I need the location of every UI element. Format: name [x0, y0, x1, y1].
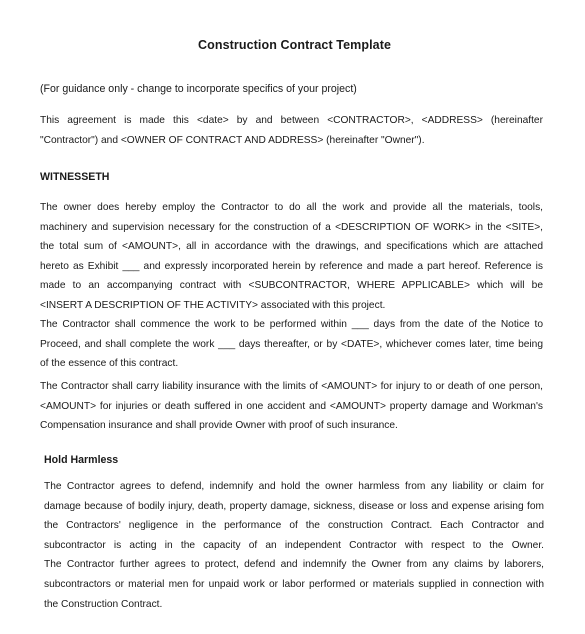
commencement-line: of the essence of this contract. [40, 358, 179, 370]
hold-harmless-line: damage because of bodily injury, death, property damage, sickness, disease or loss and expense arising fom [44, 500, 544, 512]
witnesseth-line: the total sum of <AMOUNT>, all in accordance with the drawings, and specifications which are attached [40, 241, 543, 253]
witnesseth-heading: WITNESSETH [40, 171, 110, 183]
witnesseth-line: hereto as Exhibit ___ and expressly incorporated herein by reference and made a part hereof. Reference is [40, 260, 543, 272]
hold-harmless-line: The Contractor agrees to defend, indemnify and hold the owner harmless from any liability or claim for [44, 481, 544, 492]
insurance-paragraph [40, 377, 543, 436]
commencement-line: The Contractor shall commence the work to be performed within ___ days from the date of the Notice to [40, 319, 543, 330]
hold-harmless-line: the Contractors' negligence in the performance of the construction Contract. Each Contractor and [44, 520, 544, 532]
witnesseth-line: machinery and supervision necessary for the construction of a <DESCRIPTION OF WORK> in the <SITE>, [40, 221, 543, 233]
insurance-line: Compensation insurance and shall provide Owner with proof of such insurance. [40, 420, 398, 432]
commencement-line: Proceed, and shall complete the work ___ days thereafter, or by <DATE>, whichever comes later, time being [40, 338, 543, 350]
witnesseth-paragraph [40, 198, 543, 316]
witnesseth-line: made to an accompanying contract with <SUBCONTRACTOR, WHERE APPLICABLE> which will be [40, 280, 543, 292]
agreement-line: "Contractor") and <OWNER OF CONTRACT AND ADDRESS> (hereinafter "Owner"). [40, 134, 425, 146]
hold-harmless-heading: Hold Harmless [44, 454, 119, 466]
hold-harmless-line: subcontractors or material men for unpaid work or labor performed or materials supplied in connection with [44, 578, 544, 590]
agreement-line: This agreement is made this <date> by and between <CONTRACTOR>, <ADDRESS> (hereinafter [40, 115, 543, 126]
insurance-line: <AMOUNT> for injuries or death suffered in one accident and <AMOUNT> property damage and Workman's [40, 400, 543, 412]
guidance-note: (For guidance only - change to incorporate specifics of your project) [40, 83, 357, 95]
commencement-paragraph [40, 315, 543, 374]
witnesseth-line: <INSERT A DESCRIPTION OF THE ACTIVITY> associated with this project. [40, 299, 386, 311]
witnesseth-line: The owner does hereby employ the Contractor to do all the work and provide all the materials, tools, [40, 202, 543, 213]
hold-harmless-paragraph [44, 477, 544, 614]
agreement-paragraph [40, 111, 543, 150]
document-title: Construction Contract Template [197, 38, 392, 52]
hold-harmless-line: subcontractor is acting in the capacity of an independent Contractor with respect to the Owner. [44, 539, 544, 551]
hold-harmless-line: The Contractor further agrees to protect, defend and indemnify the Owner from any claims by laborers, [44, 559, 544, 571]
insurance-line: The Contractor shall carry liability insurance with the limits of <AMOUNT> for injury to or death of one person, [40, 381, 543, 392]
hold-harmless-line: the Construction Contract. [44, 598, 163, 610]
